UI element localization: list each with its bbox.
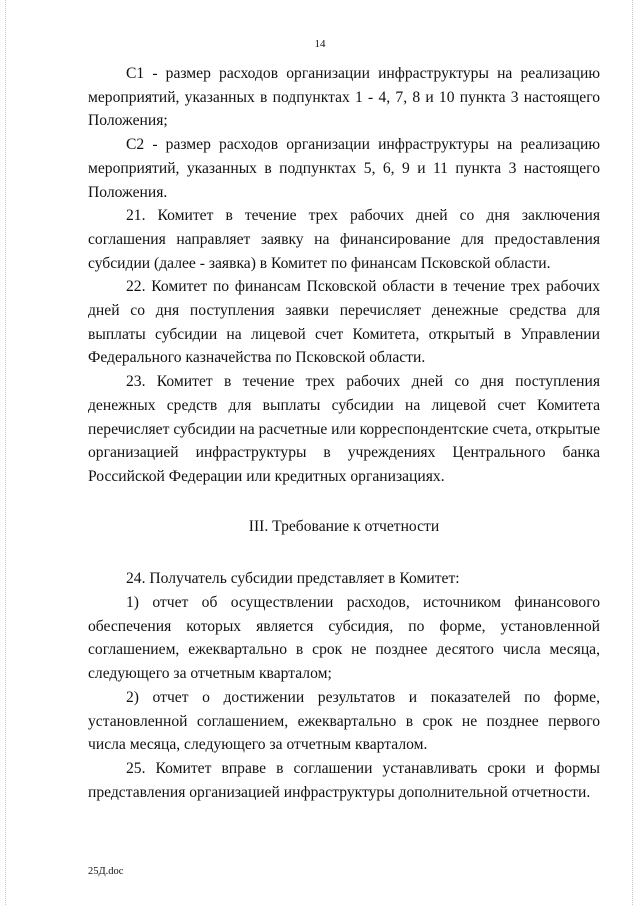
scan-edge-right: [632, 0, 635, 905]
footer-filename: 25Д.doc: [88, 866, 124, 877]
page-number: 14: [314, 38, 326, 50]
paragraph-c2: С2 - размер расходов организации инфраструктуры на реализацию мероприятий, указанных в подпунктах 5, 6, 9 и 11 пункта 3 настоящего Положения.: [88, 136, 600, 201]
scan-edge-left: [5, 0, 8, 905]
paragraph-23: 23. Комитет в течение трех рабочих дней со дня поступления денежных средств для выплаты субсидии на лицевой счет Комитета перечисляет субсидии на расчетные или корреспондентские счета, открытые организацией инфраструктуры в учреждениях Центрального банка Российской Федерации или кредитных организациях.: [88, 373, 600, 485]
paragraph-24-item-2: 2) отчет о достижении результатов и показателей по форме, установленной соглашением, ежеквартально в срок не позднее первого числа месяца, следующего за отчетным кварталом.: [88, 688, 600, 754]
document-body: [88, 62, 600, 804]
paragraph-24: 24. Получатель субсидии представляет в Комитет:: [126, 570, 460, 588]
paragraph-25: 25. Комитет вправе в соглашении устанавливать сроки и формы представления организацией инфраструктуры дополнительной отчетности.: [88, 759, 600, 801]
paragraph-24-item-1: 1) отчет об осуществлении расходов, источником финансового обеспечения которых является субсидия, по форме, установленной соглашением, ежеквартально в срок не позднее десятого числа месяца, следующего за отчетным кварталом;: [88, 594, 600, 683]
paragraph-c1: С1 - размер расходов организации инфраструктуры на реализацию мероприятий, указанных в подпунктах 1 - 4, 7, 8 и 10 пункта 3 настоящего Положения;: [88, 65, 600, 130]
paragraph-22: 22. Комитет по финансам Псковской области в течение трех рабочих дней со дня поступления заявки перечисляет денежные средства для выплаты субсидии на лицевой счет Комитета, открытый в Управлении Федерального казначейства по Псковской области.: [88, 278, 600, 367]
section-heading: III. Требование к отчетности: [248, 517, 440, 535]
paragraph-21: 21. Комитет в течение трех рабочих дней со дня заключения соглашения направляет заявку на финансирование для предоставления субсидии (далее - заявка) в Комитет по финансам Псковской области.: [88, 207, 600, 272]
